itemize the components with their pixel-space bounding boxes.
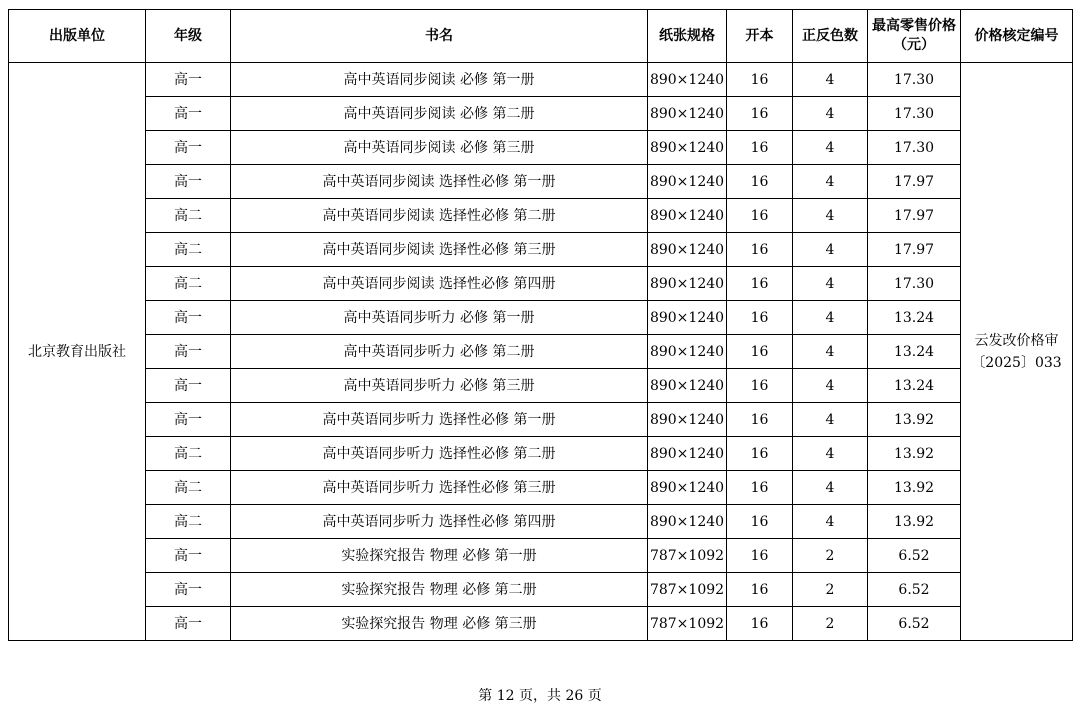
title-cell: 高中英语同步阅读 选择性必修 第二册 [231, 199, 648, 233]
format-cell: 16 [727, 505, 793, 539]
table-row [9, 63, 1073, 97]
table-row [9, 233, 1073, 267]
format-cell: 16 [727, 233, 793, 267]
format-cell: 16 [727, 131, 793, 165]
title-cell: 高中英语同步阅读 选择性必修 第三册 [231, 233, 648, 267]
page-number: 第 12 页，共 26 页 [478, 688, 602, 704]
publisher-cell: 北京教育出版社 [9, 63, 146, 641]
grade-cell: 高二 [146, 199, 231, 233]
title-cell: 高中英语同步听力 必修 第一册 [231, 301, 648, 335]
header-colors: 正反色数 [793, 10, 868, 63]
price-cell: 6.52 [868, 539, 961, 573]
format-cell: 16 [727, 403, 793, 437]
colors-cell: 4 [793, 165, 868, 199]
grade-cell: 高一 [146, 63, 231, 97]
paper-size-cell: 787×1092 [648, 607, 727, 641]
colors-cell: 4 [793, 199, 868, 233]
header-row [9, 10, 1073, 63]
price-cell: 17.97 [868, 199, 961, 233]
table-row [9, 301, 1073, 335]
price-cell: 6.52 [868, 607, 961, 641]
price-cell: 17.97 [868, 233, 961, 267]
paper-size-cell: 890×1240 [648, 505, 727, 539]
table-row [9, 437, 1073, 471]
table-row [9, 607, 1073, 641]
title-cell: 高中英语同步阅读 必修 第三册 [231, 131, 648, 165]
title-cell: 实验探究报告 物理 必修 第一册 [231, 539, 648, 573]
title-cell: 高中英语同步听力 选择性必修 第三册 [231, 471, 648, 505]
format-cell: 16 [727, 63, 793, 97]
grade-cell: 高二 [146, 233, 231, 267]
format-cell: 16 [727, 267, 793, 301]
price-cell: 13.92 [868, 471, 961, 505]
paper-size-cell: 890×1240 [648, 63, 727, 97]
title-cell: 高中英语同步听力 选择性必修 第四册 [231, 505, 648, 539]
title-cell: 高中英语同步听力 选择性必修 第二册 [231, 437, 648, 471]
format-cell: 16 [727, 301, 793, 335]
colors-cell: 4 [793, 267, 868, 301]
format-cell: 16 [727, 573, 793, 607]
grade-cell: 高一 [146, 301, 231, 335]
format-cell: 16 [727, 199, 793, 233]
paper-size-cell: 890×1240 [648, 199, 727, 233]
colors-cell: 4 [793, 301, 868, 335]
header-title: 书名 [231, 10, 648, 63]
format-cell: 16 [727, 369, 793, 403]
title-cell: 实验探究报告 物理 必修 第二册 [231, 573, 648, 607]
title-cell: 高中英语同步阅读 选择性必修 第四册 [231, 267, 648, 301]
colors-cell: 4 [793, 63, 868, 97]
price-cell: 17.30 [868, 97, 961, 131]
grade-cell: 高一 [146, 165, 231, 199]
price-cell: 17.97 [868, 165, 961, 199]
header-publisher: 出版单位 [9, 10, 146, 63]
paper-size-cell: 890×1240 [648, 131, 727, 165]
grade-cell: 高一 [146, 97, 231, 131]
paper-size-cell: 890×1240 [648, 267, 727, 301]
price-cell: 13.92 [868, 403, 961, 437]
format-cell: 16 [727, 607, 793, 641]
colors-cell: 2 [793, 573, 868, 607]
paper-size-cell: 890×1240 [648, 335, 727, 369]
table-row [9, 369, 1073, 403]
header-grade: 年级 [146, 10, 231, 63]
grade-cell: 高一 [146, 369, 231, 403]
colors-cell: 4 [793, 505, 868, 539]
paper-size-cell: 890×1240 [648, 471, 727, 505]
paper-size-cell: 890×1240 [648, 97, 727, 131]
table-row [9, 267, 1073, 301]
header-max-price: 最高零售价格（元） [868, 10, 961, 63]
title-cell: 高中英语同步听力 选择性必修 第一册 [231, 403, 648, 437]
grade-cell: 高二 [146, 267, 231, 301]
approval-no-cell: 云发改价格审〔2025〕033 [961, 63, 1073, 641]
table-row [9, 131, 1073, 165]
table-row [9, 403, 1073, 437]
grade-cell: 高一 [146, 131, 231, 165]
price-table [8, 9, 1073, 641]
colors-cell: 4 [793, 403, 868, 437]
title-cell: 高中英语同步阅读 必修 第二册 [231, 97, 648, 131]
price-cell: 13.92 [868, 437, 961, 471]
format-cell: 16 [727, 539, 793, 573]
paper-size-cell: 890×1240 [648, 165, 727, 199]
grade-cell: 高二 [146, 505, 231, 539]
grade-cell: 高一 [146, 573, 231, 607]
paper-size-cell: 890×1240 [648, 233, 727, 267]
price-cell: 17.30 [868, 63, 961, 97]
table-row [9, 505, 1073, 539]
grade-cell: 高二 [146, 471, 231, 505]
table-row [9, 97, 1073, 131]
format-cell: 16 [727, 97, 793, 131]
table-row [9, 199, 1073, 233]
format-cell: 16 [727, 165, 793, 199]
title-cell: 高中英语同步阅读 选择性必修 第一册 [231, 165, 648, 199]
price-cell: 17.30 [868, 267, 961, 301]
grade-cell: 高一 [146, 403, 231, 437]
colors-cell: 4 [793, 233, 868, 267]
table-row [9, 335, 1073, 369]
paper-size-cell: 890×1240 [648, 301, 727, 335]
price-cell: 6.52 [868, 573, 961, 607]
grade-cell: 高一 [146, 335, 231, 369]
price-cell: 13.24 [868, 369, 961, 403]
price-cell: 13.24 [868, 301, 961, 335]
price-cell: 13.92 [868, 505, 961, 539]
colors-cell: 4 [793, 369, 868, 403]
table-body [9, 63, 1073, 641]
colors-cell: 4 [793, 131, 868, 165]
paper-size-cell: 787×1092 [648, 539, 727, 573]
grade-cell: 高二 [146, 437, 231, 471]
paper-size-cell: 787×1092 [648, 573, 727, 607]
format-cell: 16 [727, 335, 793, 369]
table-row [9, 165, 1073, 199]
table-row [9, 471, 1073, 505]
colors-cell: 2 [793, 539, 868, 573]
table-row [9, 539, 1073, 573]
grade-cell: 高一 [146, 607, 231, 641]
format-cell: 16 [727, 471, 793, 505]
header-format: 开本 [727, 10, 793, 63]
colors-cell: 4 [793, 97, 868, 131]
paper-size-cell: 890×1240 [648, 403, 727, 437]
paper-size-cell: 890×1240 [648, 369, 727, 403]
title-cell: 高中英语同步听力 必修 第三册 [231, 369, 648, 403]
paper-size-cell: 890×1240 [648, 437, 727, 471]
price-cell: 17.30 [868, 131, 961, 165]
header-approval-no: 价格核定编号 [961, 10, 1073, 63]
price-cell: 13.24 [868, 335, 961, 369]
title-cell: 实验探究报告 物理 必修 第三册 [231, 607, 648, 641]
header-paper-size: 纸张规格 [648, 10, 727, 63]
title-cell: 高中英语同步阅读 必修 第一册 [231, 63, 648, 97]
colors-cell: 4 [793, 335, 868, 369]
table-row [9, 573, 1073, 607]
colors-cell: 4 [793, 471, 868, 505]
format-cell: 16 [727, 437, 793, 471]
colors-cell: 2 [793, 607, 868, 641]
title-cell: 高中英语同步听力 必修 第二册 [231, 335, 648, 369]
colors-cell: 4 [793, 437, 868, 471]
grade-cell: 高一 [146, 539, 231, 573]
